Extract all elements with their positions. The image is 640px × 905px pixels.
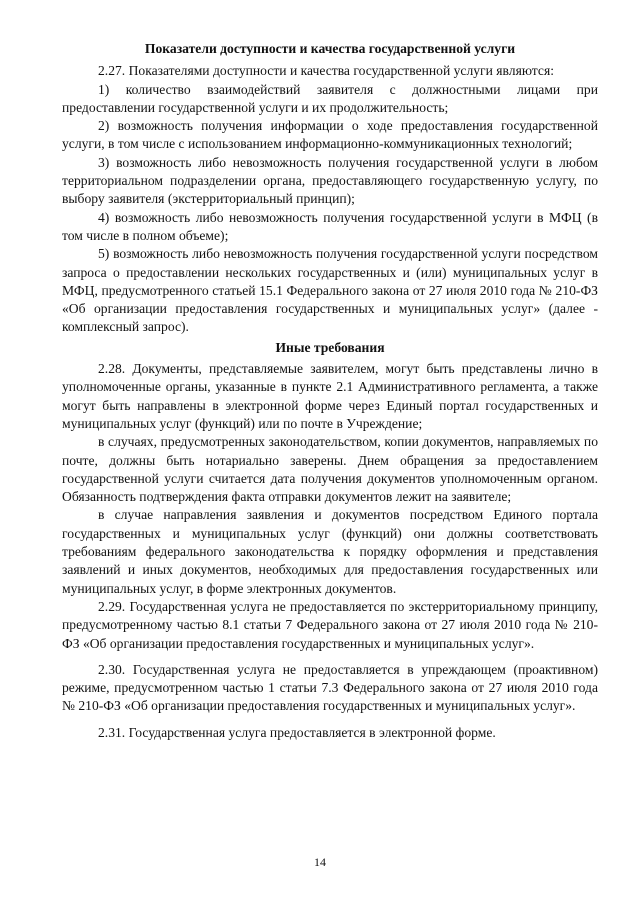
section-heading-accessibility: Показатели доступности и качества государственной услуги: [144, 41, 516, 56]
paragraph-2-30: 2.30. Государственная услуга не предоставляется в упреждающем (проактивном) режиме, предусмотренном частью 1 статьи 7.3 Федерального закона от 27 июля 2010 года № 210-ФЗ «Об организации предоставления государственных и муниципальных услуг».: [62, 661, 598, 714]
paragraph-2-31: 2.31. Государственная услуга предоставляется в электронной форме.: [98, 724, 496, 740]
paragraph-2-28: 2.28. Документы, представляемые заявителем, могут быть представлены лично в уполномоченные органы, указанные в пункте 2.1 Административного регламента, а также могут быть направлены в электронной форме через Единый портал государственных и муниципальных услуг (функций) или по почте в Учреждение;: [62, 361, 598, 431]
paragraph-copies-by-mail: в случаях, предусмотренных законодательством, копии документов, направляемых по почте, должны быть нотариально заверены. Днем обращения за предоставлением государственной услуги считается дата получения документов уполномоченным органом. Обязанность подтверждения факта отправки документов лежит на заявителе;: [62, 434, 598, 505]
section-heading-other-requirements: Иные требования: [275, 339, 385, 355]
document-page: [62, 40, 598, 742]
list-item-3: 3) возможность либо невозможность получения государственной услуги в любом территориальном подразделении органа, предоставляющего государственную услугу, по выбору заявителя (экстерриториальный принцип);: [62, 154, 598, 207]
list-item-2: 2) возможность получения информации о ходе предоставления государственной услуги, в том числе с использованием информационно-коммуникационных технологий;: [62, 118, 598, 152]
list-item-1: 1) количество взаимодействий заявителя с должностными лицами при предоставлении государственной услуги и их продолжительность;: [62, 81, 598, 115]
page-number: 14: [314, 855, 326, 869]
paragraph-2-27: 2.27. Показателями доступности и качества государственной услуги являются:: [98, 63, 554, 79]
list-item-4: 4) возможность либо невозможность получения государственной услуги в МФЦ (в том числе в полном объеме);: [62, 209, 598, 243]
paragraph-2-29: 2.29. Государственная услуга не предоставляется по экстерриториальному принципу, предусмотренному частью 8.1 статьи 7 Федерального закона от 27 июля 2010 года № 210-ФЗ «Об организации предоставления государственных и муниципальных услуг».: [62, 598, 598, 651]
paragraph-electronic-submission: в случае направления заявления и документов посредством Единого портала государственных и муниципальных услуг (функций) они должны соответствовать требованиям федерального законодательства к порядку оформления и представления заявлений и иных документов, необходимых для предоставления государственных или муниципальных услуг, в форме электронных документов.: [62, 507, 598, 596]
list-item-5: 5) возможность либо невозможность получения государственной услуги посредством запроса о предоставлении нескольких государственных и (или) муниципальных услуг в МФЦ, предусмотренного статьей 15.1 Федерального закона от 27 июля 2010 года № 210-ФЗ «Об организации предоставления государственных и муниципальных услуг» (далее - комплексный запрос).: [62, 246, 598, 335]
